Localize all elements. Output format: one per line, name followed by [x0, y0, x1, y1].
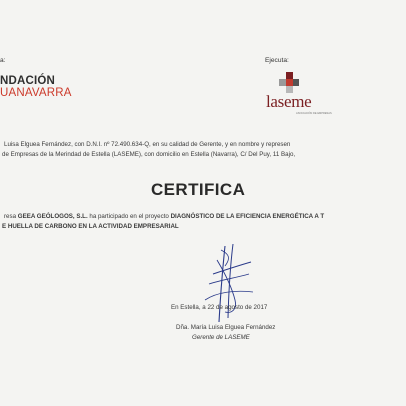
- company-name: GEEA GEÓLOGOS, S.L.: [17, 213, 88, 220]
- signer-name: Dña. María Luisa Elguea Fernández: [176, 324, 276, 331]
- body-line-1: [4, 213, 324, 221]
- signer-role: Gerente de LASEME: [192, 334, 250, 341]
- intro-line-1: Luisa Elguea Fernández, con D.N.I. nº 72.490.634-Q, en su calidad de Gerente, y en nombre y represen: [4, 141, 291, 148]
- fundacion-logo-line1: NDACIÓN: [0, 75, 56, 87]
- laseme-squares-icon: [278, 72, 300, 94]
- laseme-logo: [266, 72, 336, 122]
- body-middle: ha participado en el proyecto: [87, 213, 171, 220]
- body-prefix: resa: [4, 213, 18, 220]
- signature-date: En Estella, a 22 de agosto de 2017: [171, 304, 268, 311]
- laseme-tagline: ASOCIACIÓN DE EMPRESAS: [296, 112, 332, 115]
- fundacion-logo: [0, 75, 72, 99]
- ejecuta-label: Ejecuta:: [265, 57, 289, 64]
- project-title-part1: DIAGNÓSTICO DE LA EFICIENCIA ENERGÉTICA A T: [170, 213, 325, 220]
- promueve-label: a:: [0, 57, 6, 64]
- signature-image: [195, 240, 265, 330]
- laseme-logo-text: laseme: [266, 92, 312, 111]
- project-title-part2: E HUELLA DE CARBONO EN LA ACTIVIDAD EMPRESARIAL: [2, 223, 179, 230]
- intro-line-2: de Empresas de la Merindad de Estella (LASEME), con domicilio en Estella (Navarra), C/ Del Puy, 11 Bajo,: [2, 151, 296, 158]
- fundacion-logo-line2: UANAVARRA: [0, 87, 72, 99]
- certifica-title: CERTIFICA: [151, 180, 246, 199]
